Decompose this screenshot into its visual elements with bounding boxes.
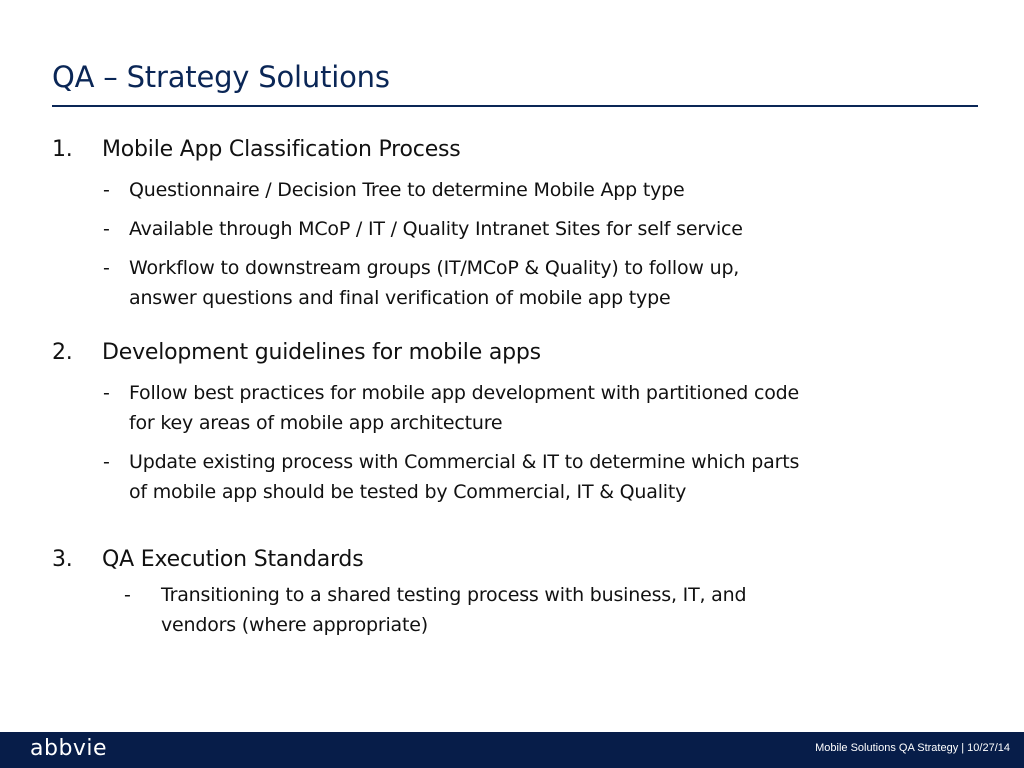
bullet-dash: - [124,584,131,606]
bullet-dash: - [103,179,110,201]
bullet-item [103,214,743,244]
section-heading-3 [52,547,363,572]
bullet-text: vendors (where appropriate) [161,614,428,636]
title-divider [52,105,978,107]
section-heading-1 [52,137,461,162]
section-number: 2. [52,340,73,365]
bullet-item [103,175,685,205]
bullet-text: for key areas of mobile app architecture [129,412,503,434]
bullet-text: Workflow to downstream groups (IT/MCoP & Quality) to follow up, [129,257,740,279]
bullet-dash: - [103,451,110,473]
footer-bar [0,732,1024,768]
section-title: Development guidelines for mobile apps [102,340,541,365]
section-title: QA Execution Standards [102,547,364,572]
bullet-text: Questionnaire / Decision Tree to determine Mobile App type [129,179,685,201]
footer-caption: Mobile Solutions QA Strategy | 10/27/14 [815,742,1010,754]
bullet-text: Follow best practices for mobile app development with partitioned code [129,382,799,404]
section-heading-2 [52,340,541,365]
section-number: 3. [52,547,73,572]
bullet-dash: - [103,257,110,279]
bullet-dash: - [103,218,110,240]
bullet-item [103,253,740,313]
section-number: 1. [52,137,73,162]
bullet-text: Available through MCoP / IT / Quality Intranet Sites for self service [129,218,743,240]
slide-title: QA – Strategy Solutions [52,60,390,94]
bullet-text: of mobile app should be tested by Commercial, IT & Quality [129,481,687,503]
abbvie-logo: abbvie [30,736,108,761]
bullet-text: Transitioning to a shared testing process with business, IT, and [161,584,747,606]
bullet-dash: - [103,382,110,404]
bullet-text: Update existing process with Commercial & IT to determine which parts [129,451,800,473]
bullet-text: answer questions and final verification of mobile app type [129,287,671,309]
section-title: Mobile App Classification Process [102,137,461,162]
bullet-item [124,580,747,640]
bullet-item [103,447,800,507]
bullet-item [103,378,799,438]
